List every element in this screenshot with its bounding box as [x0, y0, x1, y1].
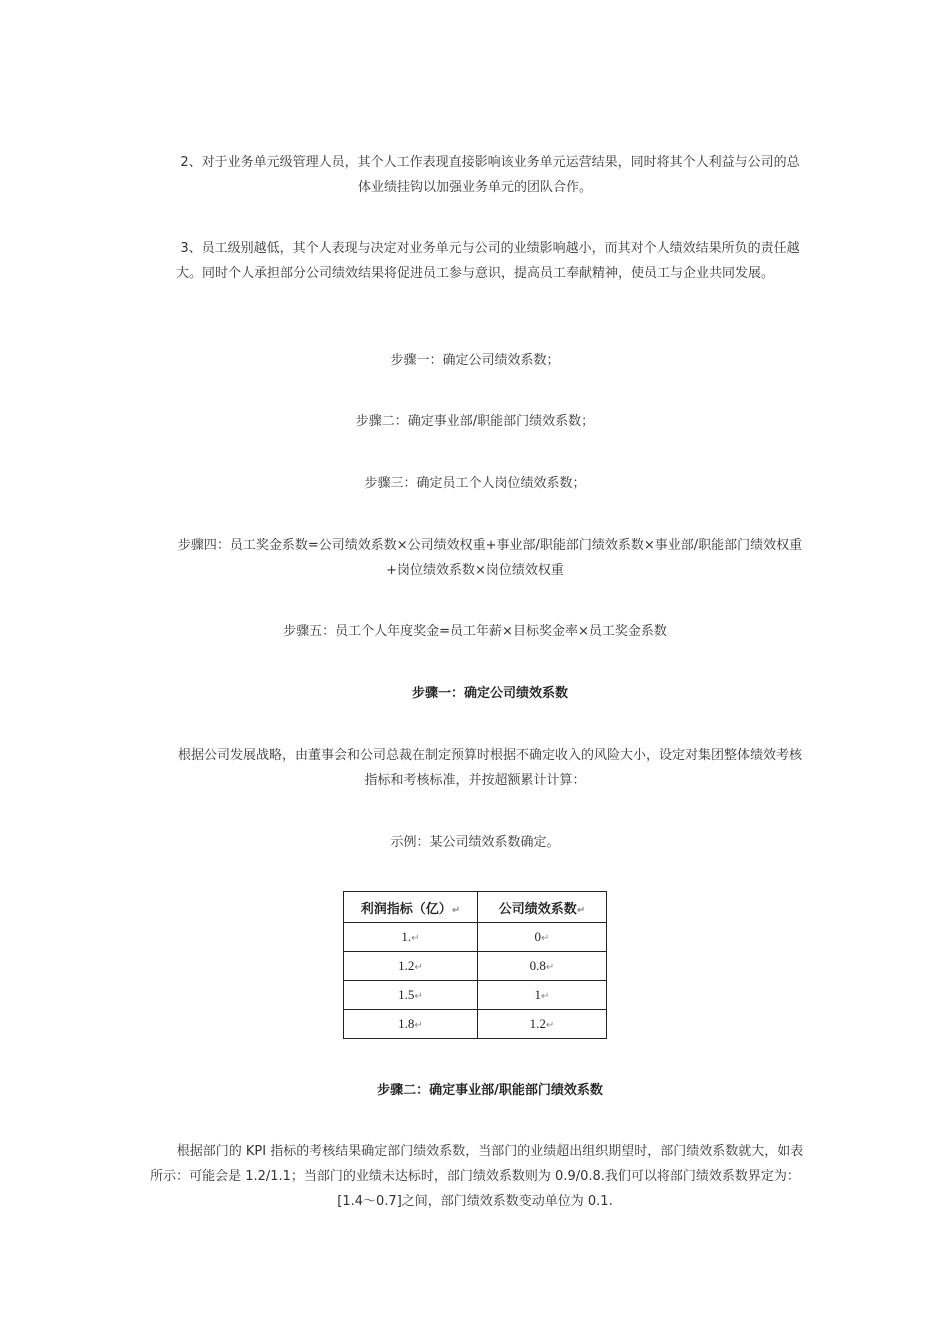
table-row	[344, 1010, 607, 1039]
section-heading-department-coefficient: 步骤二：确定事业部/职能部门绩效系数	[377, 1083, 603, 1098]
example-caption: 示例：某公司绩效系数确定。	[390, 835, 560, 850]
table-header-row	[344, 892, 607, 923]
cell-profit: 1.2↵	[344, 952, 478, 981]
cell-profit: 1.5↵	[344, 981, 478, 1010]
header-profit-indicator: 利润指标（亿）↵	[344, 892, 478, 923]
table-row	[344, 923, 607, 952]
header-company-coefficient: 公司绩效系数↵	[478, 892, 607, 923]
cell-profit: 1.↵	[344, 923, 478, 952]
step-one-line: 步骤一：确定公司绩效系数；	[390, 353, 560, 368]
step-four-formula: 步骤四：员工奖金系数=公司绩效系数×公司绩效权重+事业部/职能部门绩效系数×事业部/职能部门绩效权重+岗位绩效系数×岗位绩效权重	[177, 538, 803, 578]
step-five-formula: 步骤五：员工个人年度奖金=员工年薪×目标奖金率×员工奖金系数	[283, 624, 667, 639]
cell-coefficient: 1.2↵	[478, 1010, 607, 1039]
cell-coefficient: 0.8↵	[478, 952, 607, 981]
cell-profit: 1.8↵	[344, 1010, 478, 1039]
table-row	[344, 981, 607, 1010]
section-heading-company-coefficient: 步骤一：确定公司绩效系数	[411, 686, 568, 701]
profit-coefficient-table	[343, 891, 607, 1039]
table-row	[344, 952, 607, 981]
cell-coefficient: 1↵	[478, 981, 607, 1010]
step-two-line: 步骤二：确定事业部/职能部门绩效系数；	[355, 414, 595, 429]
step-three-line: 步骤三：确定员工个人岗位绩效系数；	[364, 476, 586, 491]
paragraph-employee-level: 3、员工级别越低，其个人表现与决定对业务单元与公司的业绩影响越小，而其对个人绩效结果所负的责任越大。同时个人承担部分公司绩效结果将促进员工参与意识，提高员工奉献精神，使员工与企业共同发展。	[175, 241, 800, 281]
paragraph-company-strategy: 根据公司发展战略，由董事会和公司总裁在制定预算时根据不确定收入的风险大小，设定对集团整体绩效考核指标和考核标准，并按超额累计计算：	[177, 748, 802, 788]
paragraph-business-unit-managers: 2、对于业务单元级管理人员，其个人工作表现直接影响该业务单元运营结果，同时将其个人利益与公司的总体业绩挂钩以加强业务单元的团队合作。	[180, 155, 800, 195]
cell-coefficient: 0↵	[478, 923, 607, 952]
paragraph-department-kpi: 根据部门的 KPI 指标的考核结果确定部门绩效系数，当部门的业绩超出组织期望时，部门绩效系数就大，如表所示：可能会是 1.2/1.1；当部门的业绩未达标时，部门绩效系数则为 0.9/0.8.我们可以将部门绩效系数界定为：[1.4～0.7]之间，部门绩效系数变动单位为 0.1.	[150, 1144, 804, 1209]
